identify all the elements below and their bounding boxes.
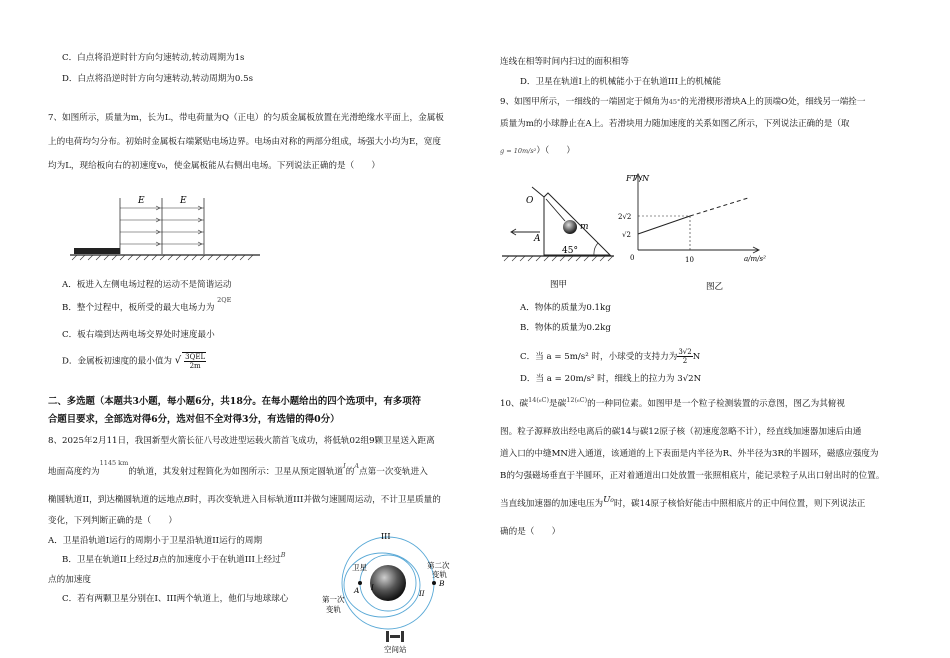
label-satellite: 卫星 <box>352 563 367 572</box>
q7-option-b-text: B．整个过程中，板所受的最大电场力为 <box>62 303 215 313</box>
q9-c-denominator: 2 <box>682 357 688 365</box>
q8-line3-part-b: 时，再次变轨进入目标轨道III并做匀速圆周运动，不计卫星质量的 <box>190 495 441 505</box>
q9-option-a: A．物体的质量为0.1kg <box>520 303 611 313</box>
q7-option-d-sqrt <box>182 352 206 370</box>
q7-stem-line2: 上的电荷均匀分布。初始时金属板右端紧贴电场边界。电场由对称的两部分组成，场强大小均为E，宽度 <box>48 137 441 147</box>
q7-option-a: A．板进入左侧电场过程的运动不是简谐运动 <box>62 280 232 290</box>
point-b-dot <box>432 581 436 585</box>
q8-line2-part-b: 的轨道，其发射过程简化为如图所示：卫星从预定圆轨道 <box>128 467 344 477</box>
q9-c-unit: N <box>692 352 701 362</box>
y-axis-label: FT /N <box>626 174 650 183</box>
label-o: O <box>526 196 534 206</box>
thread <box>546 199 565 221</box>
q9-figure-yi <box>618 168 778 294</box>
q7-electric-field-figure <box>70 188 270 268</box>
q10-c14: 14(₆C) <box>528 396 550 404</box>
label-second-1: 第二次 <box>427 561 450 570</box>
origin-label: 0 <box>630 254 635 262</box>
field-label-e1: E <box>138 196 145 206</box>
label-a: A <box>354 586 360 595</box>
q9-angle: 45° <box>668 98 681 106</box>
q9-stem-line2: 质量为m的小球静止在A上。若滑块用力随加速度的关系如图乙所示，下列说法正确的是（取 <box>500 119 850 129</box>
left-column <box>48 0 468 658</box>
q8-option-b-cont: 点的加速度 <box>48 575 91 585</box>
q8-stem-line4: 变化，下列判断正确的是（ ） <box>48 516 177 526</box>
q8-stem-line2 <box>48 459 428 478</box>
q10-line1-part-b: 是碳 <box>549 399 567 409</box>
label-orbit-i: I <box>371 584 374 592</box>
metal-plate <box>74 248 120 254</box>
point-a-dot <box>358 581 362 585</box>
graph-line-dashed <box>690 198 748 216</box>
q9-line1-part-b: 的光滑楔形滑块A上的顶端O处，细线另一端拴一 <box>680 97 866 107</box>
q8-option-b <box>62 551 286 566</box>
q9-stem-line1 <box>500 96 865 108</box>
x-axis-label: a/m/s² <box>744 255 766 263</box>
q10-line1-part-a: 10、碳 <box>500 399 529 409</box>
q10-stem-line4: B的匀强磁场垂直于半圆环，正对着通道出口处放置一张照相底片，能记录粒子从出口射出时的位置。 <box>500 471 885 481</box>
section2-heading-line2: 合题目要求，全部选对得6分，选对但不全对得3分，有选错的得0分） <box>48 414 340 425</box>
q7-option-d <box>62 352 206 370</box>
q10-c12: 12(₆C) <box>566 396 588 404</box>
q10-line5-part-b: 时，碳14原子核恰好能击中照相底片的正中间位置，则下列说法正 <box>613 499 866 509</box>
q8-line2-part-c: 的 <box>345 467 355 477</box>
q10-u0: U₀ <box>603 495 614 505</box>
q9-line3-text: ）（ ） <box>536 146 575 156</box>
q9-c-numerator: 3√2 <box>678 348 692 356</box>
q10-stem-line1 <box>500 398 845 410</box>
label-angle: 45° <box>562 246 578 256</box>
sqrt-sign: √ <box>174 355 182 366</box>
label-space-station: 空间站 <box>384 645 407 654</box>
field-label-e2: E <box>180 196 187 206</box>
q8-height-value: 1145 km <box>99 459 129 467</box>
q10-stem-line2: 图。粒子源释放出经电离后的碳14与碳12原子核（初速度忽略不计），经直线加速器加速后由通 <box>500 427 862 437</box>
q8-line2-part-a: 地面高度约为 <box>48 467 100 477</box>
ball <box>563 220 577 234</box>
q8-line2-part-d: 点第一次变轨进入 <box>359 467 428 477</box>
q8-orbit-i: I <box>343 462 346 470</box>
q8-stem-line1: 8、2025年2月11日，我国新型火箭长征八号改进型运载火箭首飞成功，将低轨02组9颗卫星送入距离 <box>48 436 435 446</box>
q9-stem-line3 <box>500 145 575 157</box>
q10-stem-line3: 道入口的中缝MN进入通道，该通道的上下表面是内半径为R、外半径为3R的半圆环，磁感应强度为 <box>500 449 879 459</box>
q7-d-denominator: 2m <box>189 362 201 370</box>
q10-line5-part-a: 当直线加速器的加速电压为 <box>500 499 604 509</box>
q7-option-b-value: 2QE <box>217 296 232 304</box>
top-hook <box>532 187 544 197</box>
label-first-2: 变轨 <box>326 605 341 614</box>
ground-hatch <box>72 255 253 260</box>
q6-option-c: C．白点将沿逆时针方向匀速转动,转动周期为1s <box>62 53 245 63</box>
q8-line3-part-a: 椭圆轨道II，到达椭圆轨道的远地点 <box>48 495 184 505</box>
label-a: A <box>534 234 541 244</box>
q8-option-a: A．卫星沿轨道I运行的周期小于卫星沿轨道II运行的周期 <box>48 536 263 546</box>
q8-b-part1: B．卫星在轨道II上经过 <box>62 555 153 565</box>
q10-line1-part-c: 的一种同位素。如图甲是一个粒子检测装置的示意图，图乙为其俯视 <box>587 399 845 409</box>
q7-stem-line1: 7、如图所示，质量为m，长为L，带电荷量为Q（正电）的匀质金属板放置在光滑绝缘水平面上，金属板 <box>48 113 444 123</box>
graph-line-solid <box>638 216 690 234</box>
q9-c-text: C．当 a = 5m/s² 时，小球受的支持力为 <box>520 352 678 362</box>
q9-option-c <box>520 348 700 365</box>
q10-stem-line5 <box>500 495 866 510</box>
q9-figure-jia <box>502 185 622 293</box>
caption-jia: 图甲 <box>550 280 568 290</box>
label-m: m <box>580 222 589 232</box>
q8-point-b: B <box>183 495 191 505</box>
earth <box>370 565 406 601</box>
q9-option-b: B．物体的质量为0.2kg <box>520 323 611 333</box>
q7-d-numerator: 3QEL <box>185 353 206 361</box>
q9-option-d: D．当 a = 20m/s² 时，细线上的拉力为 3√2N <box>520 374 702 384</box>
q7-option-d-text: D．金属板初速度的最小值为 <box>62 356 173 367</box>
q8-orbit-figure <box>318 528 468 656</box>
space-station-icon <box>386 631 404 642</box>
q9-line1-part-a: 9、如图甲所示，一细线的一端固定于倾角为 <box>500 97 669 107</box>
q8-b-point2: B <box>280 551 286 559</box>
q8-point-a: A <box>354 462 360 470</box>
label-first-1: 第一次 <box>322 595 345 604</box>
q7-stem-line3: 均为L，现给板向右的初速度v₀，使金属板能从右侧出电场。下列说法正确的是（ ） <box>48 161 380 171</box>
label-orbit-ii: II <box>419 590 425 598</box>
q7-option-c: C．板右端到达两电场交界处时速度最小 <box>62 330 215 340</box>
angle-arc <box>594 243 598 255</box>
caption-yi: 图乙 <box>706 282 724 292</box>
q10-stem-line6: 确的是（ ） <box>500 527 561 537</box>
y-tick-2: √2 <box>622 231 631 239</box>
x-tick-1: 10 <box>685 256 694 264</box>
label-b: B <box>439 579 445 588</box>
label-iii: III <box>381 532 391 541</box>
q8-option-d: D．卫星在轨道I上的机械能小于在轨道III上的机械能 <box>520 77 721 87</box>
right-column <box>500 0 920 658</box>
y-tick-1: 2√2 <box>618 213 632 221</box>
q8-option-c: C．若有两颗卫星分别在I、III两个轨道上，他们与地球球心 <box>62 594 289 604</box>
q8-b-part2: 点的加速度小于在轨道III上经过 <box>158 555 281 565</box>
section2-heading-line1: 二、多选题（本题共3小题，每小题6分，共18分。在每小题给出的四个选项中，有多项符 <box>48 396 421 407</box>
q8-b-point1: B <box>152 555 159 565</box>
label-second-2: 变轨 <box>432 570 447 579</box>
q7-option-b <box>62 296 232 314</box>
q8-stem-line3 <box>48 494 441 506</box>
ground-hatch <box>504 256 613 261</box>
q6-option-d: D．白点将沿逆时针方向匀速转动,转动周期为0.5s <box>62 74 253 84</box>
q9-g-value: g = 10m/s² <box>500 147 537 155</box>
q8-option-c-cont: 连线在相等时间内扫过的面积相等 <box>500 57 629 67</box>
